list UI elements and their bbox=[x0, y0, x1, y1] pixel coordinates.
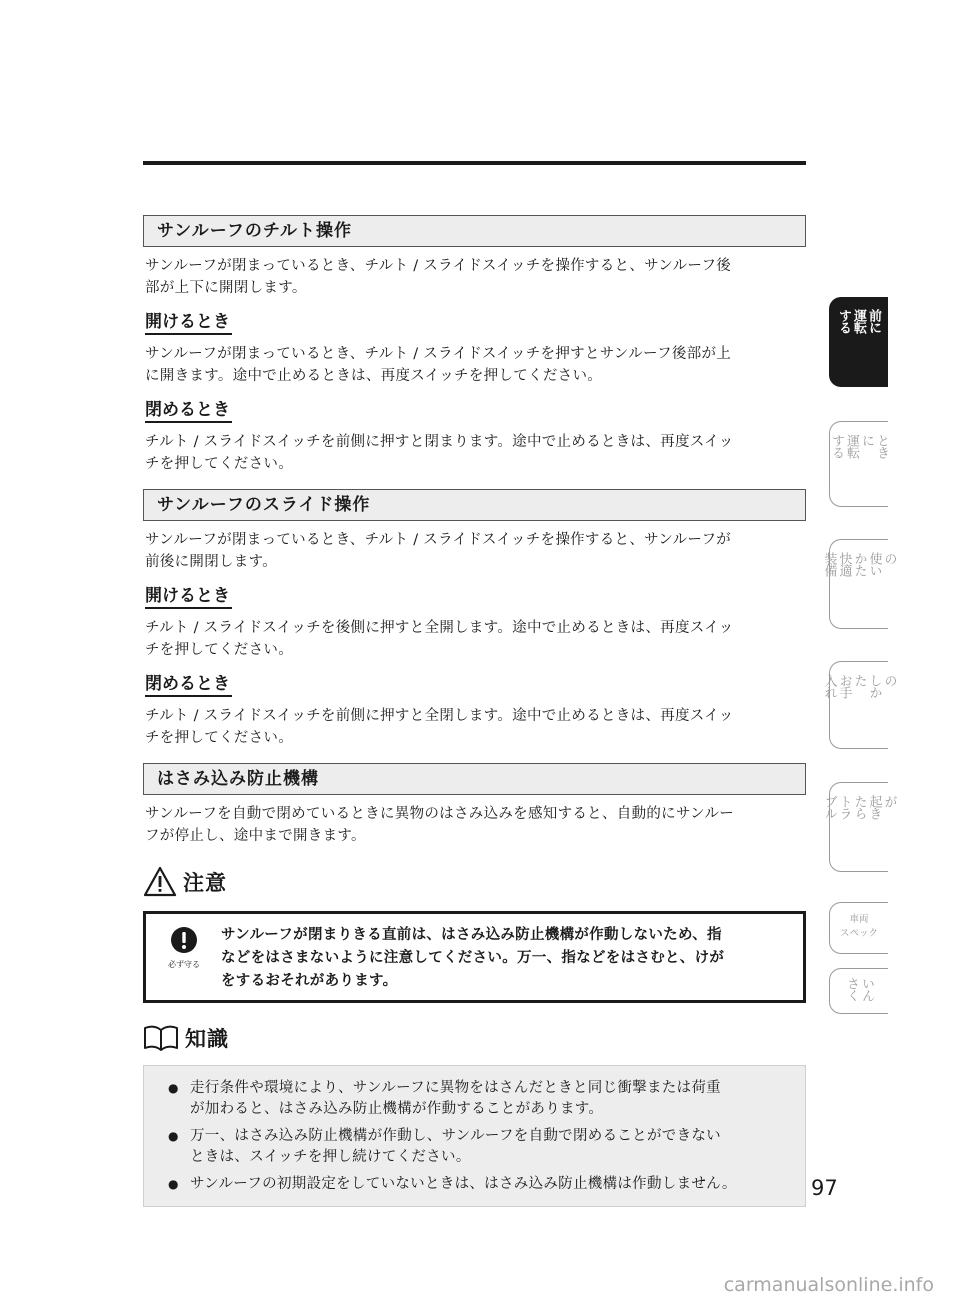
tab-label: が bbox=[881, 795, 897, 807]
text-line: サンルーフが閉まりきる直前は、はさみ込み防止機構が作動しないため、指 bbox=[221, 927, 722, 943]
tab-label: 快適 装備 bbox=[821, 552, 852, 576]
watermark: carmanualsonline.info bbox=[723, 1274, 934, 1296]
subheading-close: 閉めるとき bbox=[145, 399, 232, 423]
text-line: などをはさまないように注意してください。万一、指などをはさむと、けが bbox=[221, 950, 725, 966]
list-item bbox=[154, 1126, 793, 1168]
text-line: サンルーフが閉まっているとき、チルト / スライドスイッチを操作すると、サンルーフが bbox=[145, 532, 732, 548]
knowledge-label: 知識 bbox=[185, 1027, 229, 1051]
text-line: サンルーフを自動で閉めているときに異物のはさみ込みを感知すると、自動的にサンルー bbox=[145, 806, 735, 822]
text-line: 走行条件や環境により、サンルーフに異物をはさんだときと同じ衝撃または荷重 bbox=[190, 1080, 721, 1096]
knowledge-heading bbox=[143, 1021, 806, 1055]
text-line: をするおそれがあります。 bbox=[221, 973, 398, 989]
slide-open-text bbox=[145, 617, 806, 661]
tab-label: 車両 スペック bbox=[839, 914, 878, 939]
knowledge-box bbox=[143, 1065, 806, 1207]
tab-label: 運転 する bbox=[836, 309, 866, 333]
anti-pinch-intro bbox=[145, 803, 806, 847]
caution-box bbox=[143, 911, 806, 1003]
text-line: 部が上下に開閉します。 bbox=[145, 280, 307, 296]
main-content bbox=[143, 215, 806, 1207]
section-title-slide: サンルーフのスライド操作 bbox=[143, 489, 806, 521]
tab-label: お手 入れ bbox=[821, 674, 852, 698]
tab-index[interactable] bbox=[829, 968, 888, 1014]
tab-label: 使い かた bbox=[851, 552, 882, 576]
open-book-icon bbox=[143, 1024, 179, 1052]
text-line: が加わると、はさみ込み防止機構が作動することがあります。 bbox=[190, 1101, 604, 1117]
tab-label: しか た bbox=[851, 674, 882, 698]
tab-label: 運転 する bbox=[829, 434, 859, 458]
slide-intro bbox=[145, 529, 806, 573]
tab-while-driving[interactable] bbox=[829, 421, 888, 507]
bullet: ● bbox=[168, 1177, 179, 1191]
bullet: ● bbox=[168, 1129, 179, 1143]
tab-label: 前に bbox=[866, 309, 881, 333]
text-line: チルト / スライドスイッチを前側に押すと全閉します。途中で止めるときは、再度スイッ bbox=[145, 708, 734, 724]
tab-before-driving[interactable] bbox=[829, 297, 888, 387]
tab-label: トラ ブル bbox=[821, 795, 852, 819]
subheading-close: 閉めるとき bbox=[145, 673, 232, 697]
section-title-anti-pinch: はさみ込み防止機構 bbox=[143, 763, 806, 795]
slide-close-text bbox=[145, 705, 806, 749]
section-title-tilt: サンルーフのチルト操作 bbox=[143, 215, 806, 247]
text-line: フが停止し、途中まで開きます。 bbox=[145, 828, 366, 844]
text-line: チを押してください。 bbox=[145, 730, 293, 746]
tab-maintenance[interactable] bbox=[821, 661, 897, 749]
tab-label: さく bbox=[844, 977, 859, 1001]
page-number: 97 bbox=[811, 1176, 838, 1200]
text-line: サンルーフが閉まっているとき、チルト / スライドスイッチを押すとサンルーフ後部が上 bbox=[145, 346, 732, 362]
text-line: サンルーフの初期設定をしていないときは、はさみ込み防止機構は作動しません。 bbox=[190, 1176, 737, 1192]
tab-label: とき に bbox=[859, 434, 889, 458]
tab-comfort-equipment[interactable] bbox=[821, 539, 897, 629]
tab-label: 起き たら bbox=[851, 795, 882, 819]
tab-label: の bbox=[881, 674, 897, 686]
text-line: ときは、スイッチを押し続けてください。 bbox=[190, 1149, 471, 1165]
must-follow-mark bbox=[164, 926, 204, 970]
tab-vehicle-specs[interactable] bbox=[829, 902, 888, 954]
text-line: サンルーフが閉まっているとき、チルト / スライドスイッチを操作すると、サンルーフ後 bbox=[145, 258, 732, 274]
tab-label: いん bbox=[859, 977, 874, 1001]
subheading-open: 開けるとき bbox=[145, 311, 232, 335]
must-follow-caption: 必ず守る bbox=[168, 960, 200, 969]
text-line: 前後に開閉します。 bbox=[145, 554, 278, 570]
caution-label: 注意 bbox=[183, 871, 227, 895]
caution-heading bbox=[143, 865, 806, 899]
text-line: チルト / スライドスイッチを前側に押すと閉まります。途中で止めるときは、再度スイッ bbox=[145, 434, 734, 450]
text-line: チを押してください。 bbox=[145, 456, 293, 472]
tilt-intro bbox=[145, 255, 806, 299]
tilt-open-text bbox=[145, 343, 806, 387]
knowledge-list bbox=[154, 1078, 793, 1195]
list-item bbox=[154, 1174, 793, 1195]
exclamation-circle-icon bbox=[170, 926, 198, 954]
text-line: チを押してください。 bbox=[145, 642, 293, 658]
tab-troubleshooting[interactable] bbox=[821, 782, 897, 872]
bullet: ● bbox=[168, 1081, 179, 1095]
subheading-open: 開けるとき bbox=[145, 585, 232, 609]
list-item bbox=[154, 1078, 793, 1120]
tilt-close-text bbox=[145, 431, 806, 475]
top-rule bbox=[143, 161, 806, 165]
text-line: チルト / スライドスイッチを後側に押すと全開します。途中で止めるときは、再度スイッ bbox=[145, 620, 734, 636]
warning-triangle-icon bbox=[143, 866, 177, 898]
tab-label: の bbox=[881, 552, 897, 564]
text-line: に開きます。途中で止めるときは、再度スイッチを押してください。 bbox=[145, 368, 603, 384]
caution-text bbox=[221, 924, 793, 993]
text-line: 万一、はさみ込み防止機構が作動し、サンルーフを自動で閉めることができない bbox=[190, 1128, 721, 1144]
